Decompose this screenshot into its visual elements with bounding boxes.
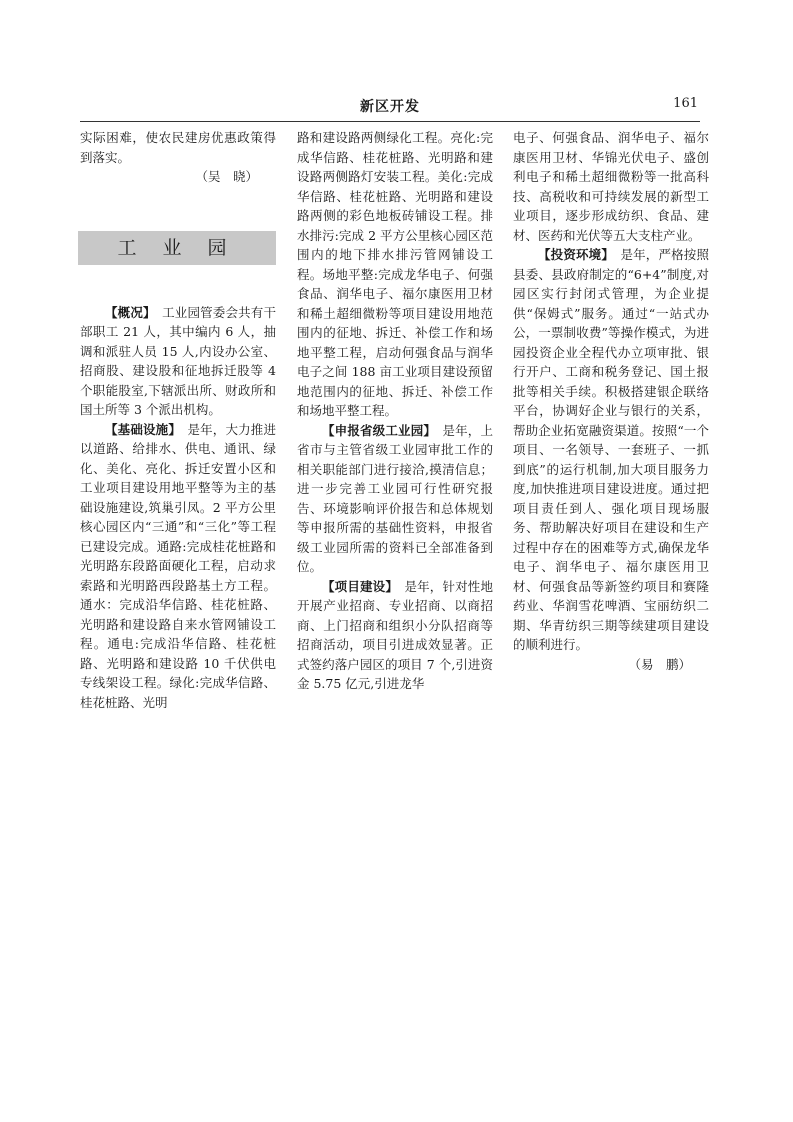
- investment-heading: 【投资环境】: [538, 247, 615, 262]
- project-paragraph: [297, 577, 493, 694]
- author-byline-2: （易 鹏）: [628, 656, 691, 672]
- investment-text: 是年，严格按照县委、县政府制定的“6+4”制度,对园区实行封闭式管理，为企业提供“保姆式”服务。通过“一站式办公，一票制收费”等操作模式，为进园投资企业全程代办立项审批、银行开户、工商和税务登记、国土报批等相关手续。积极搭建银企联络平台，协调好企业与银行的关系，帮助企业拓宽融资渠道。按照“一个项目、一名领导、一套班子、一抓到底”的运行机制,加大项目服务力度,加快推进项目建设进度。通过把项目责任到人、强化项目现场服务、帮助解决好项目在建设和生产过程中存在的困难等方式,确保龙华电子、润华电子、福尔康医用卫材、何强食品等新签约项目和赛隆药业、华润雪花啤酒、宝丽纺织二期、华青纺织三期等续建项目建设的顺利进行。: [513, 247, 709, 652]
- infrastructure-continued: 路和建设路两侧绿化工程。亮化:完成华信路、桂花桩路、光明路和建设路两侧路灯安装工程。美化:完成华信路、桂花桩路、光明路和建设路两侧的彩色地板砖铺设工程。排水排污:完成 2 平方公里核心园区范围内的地下排水排污管网铺设工程。场地平整:完成龙华电子、何强食品、润华电子、福尔康医用卫材和稀土超细微粉等项目建设用地范围内的征地、拆迁、补偿工作和场地平整工程，启动何强食品与润华电子之间 188 亩工业项目建设预留地范围内的征地、拆迁、补偿工作和场地平整工程。: [297, 130, 493, 418]
- header-title: 新区开发: [360, 99, 420, 115]
- column-1: [80, 128, 276, 712]
- project-text: 是年，针对性地开展产业招商、专业招商、以商招商、上门招商和组织小分队招商等招商活动，项目引进成效显著。正式签约落户园区的项目 7 个,引进资金 5.75 亿元,引进龙华: [297, 578, 493, 691]
- running-header: [80, 92, 700, 118]
- column-2: [297, 128, 493, 694]
- column-3: [513, 128, 709, 674]
- infrastructure-paragraph: [80, 420, 276, 713]
- author-byline: （吴 晓）: [195, 169, 258, 184]
- infrastructure-heading: 【基础设施】: [105, 421, 182, 437]
- overview-heading: 【概况】: [105, 304, 156, 320]
- provincial-park-text: 是年，上省市与主管省级工业园审批工作的相关职能部门进行接洽,摸清信息；进一步完善工业园可行性研究报告、环境影响评价报告和总体规划等申报所需的基础性资料，申报省级工业园所需的资料已全部准备到位。: [297, 422, 493, 574]
- overview-paragraph: [80, 303, 276, 420]
- overview-text: 工业园管委会共有干部职工 21 人，其中编内 6 人，抽调和派驻人员 15 人,内设办公室、招商股、建设股和征地拆迁股等 4 个职能股室,下辖派出所、财政所和国土所等 3 个派出机构。: [80, 304, 276, 417]
- page-number: 161: [673, 96, 698, 111]
- project-heading: 【项目建设】: [322, 578, 399, 594]
- infrastructure-text: 是年，大力推进以道路、给排水、供电、通讯、绿化、美化、亮化、拆迁安置小区和工业项目建设用地平整等为主的基础设施建设,筑巢引凤。2 平方公里核心园区内“三通”和“三化”等工程已建设完成。通路:完成桂花桩路和光明路东段路面硬化工程，启动求索路和光明路西段路基土方工程。通水：完成沿华信路、桂花桩路、光明路和建设路自来水管网铺设工程。通电:完成沿华信路、桂花桩路、光明路和建设路 10 千伏供电专线架设工程。绿化:完成华信路、桂花桩路、光明: [80, 421, 276, 710]
- intro-paragraph: 实际困难，使农民建房优惠政策得到落实。: [80, 130, 276, 165]
- header-rule: [80, 121, 700, 122]
- provincial-park-paragraph: [297, 421, 493, 577]
- provincial-park-heading: 【申报省级工业园】: [322, 422, 437, 438]
- section-title: 工 业 园: [78, 231, 276, 265]
- project-continued: 电子、何强食品、润华电子、福尔康医用卫材、华锦光伏电子、盛创利电子和稀土超细微粉等一批高科技、高税收和可持续发展的新型工业项目，逐步形成纺织、食品、建材、医药和光伏等五大支柱产业。: [513, 130, 709, 243]
- investment-paragraph: [513, 245, 709, 655]
